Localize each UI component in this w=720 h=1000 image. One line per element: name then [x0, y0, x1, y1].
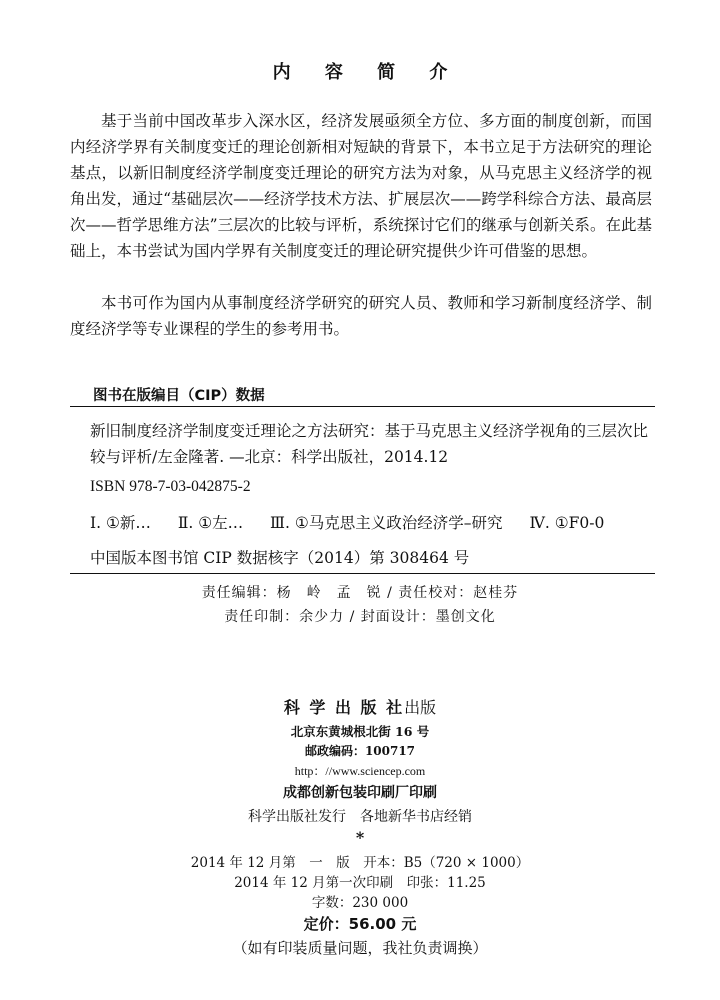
cip-heading: 图书在版编目（CIP）数据 [93, 388, 265, 404]
cip-catalog-number: 中国版本图书馆 CIP 数据核字（2014）第 308464 号 [90, 549, 470, 567]
separator-star: * [355, 828, 365, 847]
distribution-line: 科学出版社发行 各地新华书店经销 [248, 809, 472, 825]
staff-editors: 责任编辑：杨 岭 孟 锐 / 责任校对：赵桂芬 [201, 585, 519, 601]
edition-line: 2014 年 12 月第 一 版 开本：B5（720 × 1000） [190, 855, 530, 871]
publisher-url: http：//www.sciencep.com [294, 764, 426, 778]
cip-class-1: Ⅰ. ①新… [90, 514, 151, 532]
quality-note: （如有印装质量问题，我社负责调换） [232, 939, 488, 957]
intro-paragraph-2: 本书可作为国内从事制度经济学研究的研究人员、教师和学习新制度经济学、制度经济学等专业课程的学生的参考用书。 [70, 294, 652, 338]
price: 定价：56.00 元 [303, 915, 417, 933]
divider-top [70, 406, 655, 407]
cip-class-4: Ⅳ. ①F0-0 [529, 514, 605, 532]
printer-line: 成都创新包装印刷厂印刷 [283, 785, 437, 801]
cip-class-3: Ⅲ. ①马克思主义政治经济学–研究 [270, 514, 503, 532]
publisher-name-suffix: 出版 [404, 698, 437, 717]
word-count: 字数：230 000 [311, 895, 409, 911]
divider-bottom [70, 573, 655, 574]
publisher-address: 北京东黄城根北街 16 号 [290, 724, 430, 739]
page-title: 内 容 简 介 [272, 62, 462, 83]
intro-paragraph-1: 基于当前中国改革步入深水区，经济发展亟须全方位、多方面的制度创新，而国内经济学界有关制度变迁的理论创新相对短缺的背景下，本书立足于方法研究的理论基点，以新旧制度经济学制度变迁理论的研究方法为对象，从马克思主义经济学的视角出发，通过“基础层次——经济学技术方法、扩展层次——跨学科综合方法、最高层次——哲学思维方法”三层次的比较与评析，系统探讨它们的继承与创新关系。在此基础上，本书尝试为国内学界有关制度变迁的理论研究提供少许可借鉴的思想。 [70, 112, 652, 260]
staff-production: 责任印制：余少力 / 封面设计：墨创文化 [224, 609, 496, 625]
cip-classification [90, 510, 650, 536]
cip-isbn: ISBN 978-7-03-042875-2 [90, 478, 251, 495]
impression-line: 2014 年 12 月第一次印刷 印张：11.25 [234, 875, 486, 891]
cip-title-line: 新旧制度经济学制度变迁理论之方法研究：基于马克思主义经济学视角的三层次比较与评析/左金隆著. —北京：科学出版社，2014.12 [90, 422, 649, 466]
publisher-name [0, 695, 720, 718]
publisher-name-text: 科 学 出 版 社 [283, 698, 405, 717]
cip-class-2: Ⅱ. ①左… [177, 514, 244, 532]
publisher-postcode: 邮政编码：100717 [304, 744, 416, 758]
